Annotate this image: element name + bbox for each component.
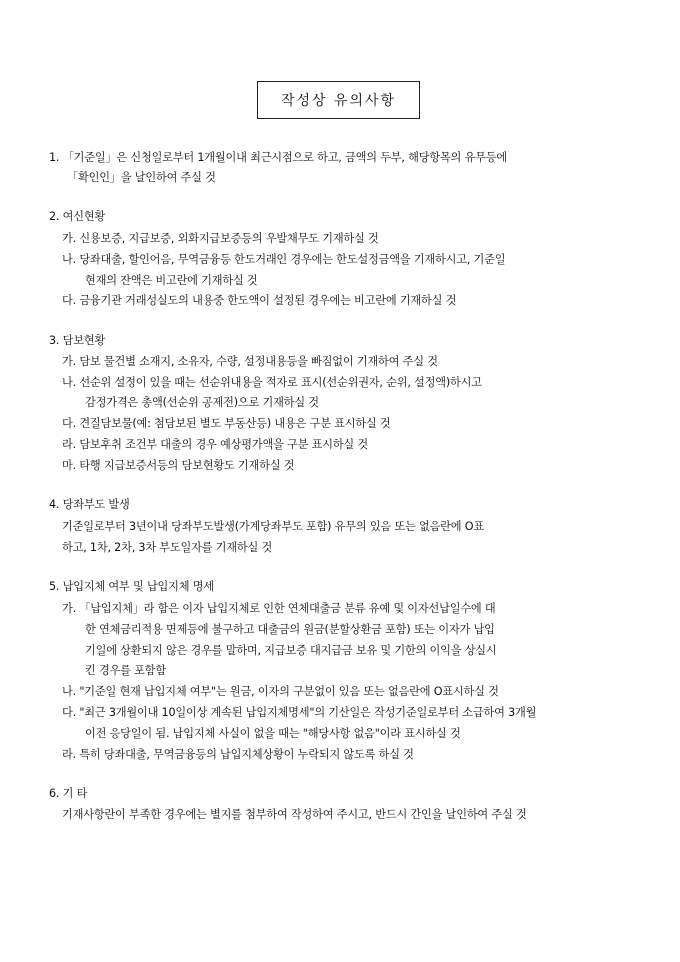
s5-item-c2: 이전 응당일이 됨. 납입지체 사실이 없을 때는 "해당사항 없음"이라 표시하실 것 [85,727,461,740]
s3-item-b2: 감정가격은 총액(선순위 공제전)으로 기재하실 것 [85,396,319,409]
s4-line1: 기준일로부터 3년이내 당좌부도발생(가계당좌부도 포함) 유무의 있음 또는 없음란에 O표 [62,520,484,533]
s6-heading: 6. 기 타 [49,787,88,800]
s3-item-d: 라. 담보후취 조건부 대출의 경우 예상평가액을 구분 표시하실 것 [62,438,368,451]
s2-heading: 2. 여신현황 [49,210,106,223]
s3-item-a: 가. 담보 물건별 소재지, 소유자, 수량, 설정내용등을 빠짐없이 기재하여 주실 것 [62,355,438,368]
s5-item-c1: 다. "최근 3개월이내 10일이상 계속된 납입지체명세"의 기산일은 작성기준일로부터 소급하여 3개월 [62,706,537,719]
s2-item-b2: 현재의 잔액은 비고란에 기재하실 것 [85,274,258,287]
s4-heading: 4. 당좌부도 발생 [49,498,130,511]
s2-item-c: 다. 금융기관 거래성실도의 내용중 한도액이 설정된 경우에는 비고란에 기재하실 것 [62,294,457,307]
s5-item-b: 나. "기준일 현재 납입지체 여부"는 원금, 이자의 구분없이 있음 또는 없음란에 O표시하실 것 [62,685,499,698]
s5-item-a3: 기일에 상환되지 않은 경우를 말하며, 지급보증 대지급금 보유 및 기한의 이익을 상실시 [85,644,497,657]
s5-item-a4: 킨 경우를 포함함 [85,664,166,677]
s3-item-b1: 나. 선순위 설정이 있을 때는 선순위내용을 적자로 표시(선순위권자, 순위, 설정액)하시고 [62,376,482,389]
s1-line2: 「확인인」을 날인하여 주실 것 [67,171,216,184]
s2-item-b1: 나. 당좌대출, 할인어음, 무역금융등 한도거래인 경우에는 한도설정금액을 기재하시고, 기준일 [62,253,506,266]
s6-line1: 기재사항란이 부족한 경우에는 별지를 첨부하여 작성하여 주시고, 반드시 간인을 날인하여 주실 것 [62,808,527,821]
s3-heading: 3. 담보현황 [49,334,106,347]
s3-item-e: 마. 타행 지급보증서등의 담보현황도 기재하실 것 [62,459,295,472]
s4-line2: 하고, 1차, 2차, 3차 부도일자를 기재하실 것 [62,541,273,554]
page-title-box [257,81,420,119]
s3-item-c: 다. 견질담보물(예: 첨담보된 별도 부동산등) 내용은 구분 표시하실 것 [62,417,391,430]
s1-line1: 1. 「기준일」은 신청일로부터 1개월이내 최근시점으로 하고, 금액의 두부, 해당항목의 유무등에 [49,151,507,164]
s5-item-d: 라. 특히 당좌대출, 무역금융등의 납입지체상황이 누락되지 않도록 하실 것 [62,748,414,761]
s5-item-a1: 가. 「납입지체」라 함은 이자 납입지체로 인한 연체대출금 분류 유예 및 이자선납일수에 대 [62,602,496,615]
s5-item-a2: 한 연체금리적용 면제등에 불구하고 대출금의 원금(분할상환금 포함) 또는 이자가 납입 [85,623,495,636]
s2-item-a: 가. 신용보증, 지급보증, 외화지급보증등의 우발채무도 기재하실 것 [62,232,379,245]
page-title: 작성상 유의사항 [280,93,397,109]
s5-heading: 5. 납입지체 여부 및 납입지체 명세 [49,580,214,593]
